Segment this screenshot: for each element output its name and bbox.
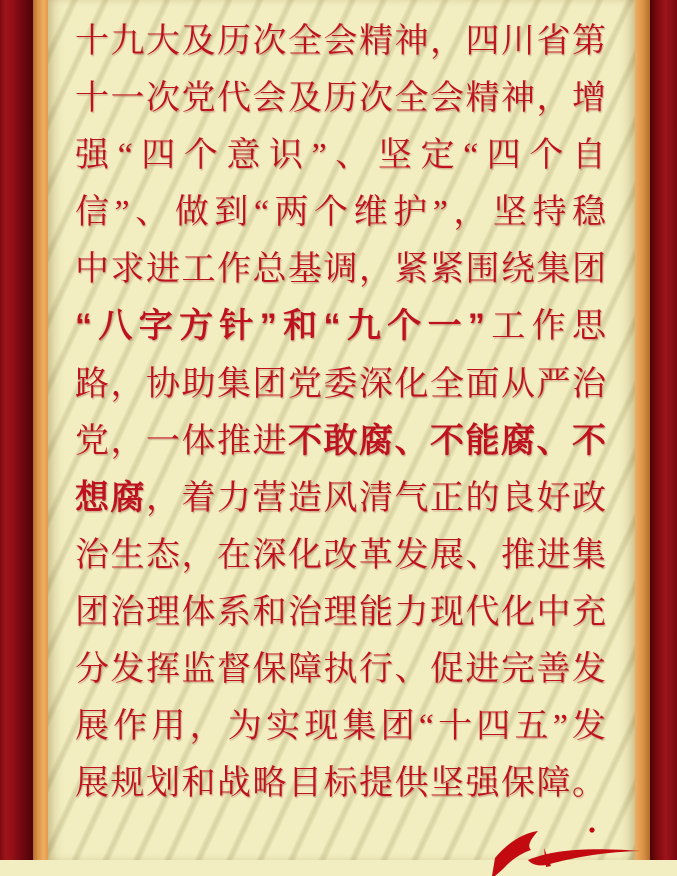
text-line: [75, 641, 606, 698]
text-line: [75, 413, 606, 470]
text-line: [75, 184, 606, 241]
flourish-dot: [589, 827, 594, 832]
text-line: [75, 70, 606, 127]
text-segment: 团治理体系和治理能力现代化中充: [75, 593, 606, 631]
text-segment: 强“四个意识”、坚定“四个自: [75, 137, 606, 175]
text-line: [75, 527, 606, 584]
text-segment: ，着力营造风清气正的良好政: [146, 479, 606, 517]
emphasis-text-segment: “八字方针”和“九个一”: [75, 307, 485, 346]
text-line: [75, 470, 606, 527]
text-segment: 工作思: [484, 308, 607, 346]
text-line: [75, 698, 606, 755]
text-segment: 党，一体推进: [75, 422, 288, 460]
text-segment: 路，协助集团党委深化全面从严治: [75, 365, 606, 403]
text-segment: 展作用，为实现集团“十四五”发: [75, 708, 606, 746]
text-line: [75, 584, 606, 641]
right-curtain-border: [650, 0, 677, 860]
document-text: [75, 13, 606, 812]
text-line: [75, 298, 606, 355]
text-line: [75, 13, 606, 70]
text-segment: 十九大及历次全会精神，四川省第: [75, 23, 606, 60]
calligraphy-flourish-icon: [492, 816, 642, 876]
text-segment: 治生态，在深化改革发展、推进集: [75, 536, 606, 574]
text-segment: 分发挥监督保障执行、促进完善发: [75, 651, 606, 689]
left-orange-trim: [33, 0, 48, 860]
text-line: [75, 356, 606, 413]
text-segment: 中求进工作总基调，紧紧围绕集团: [75, 251, 606, 289]
emphasis-text-segment: 不敢腐、不能腐、不: [288, 421, 606, 460]
right-orange-trim: [635, 0, 650, 860]
text-segment: 信”、做到“两个维护”，坚持稳: [75, 194, 606, 232]
text-segment: 展规划和战略目标提供坚强保障。: [75, 765, 606, 803]
text-line: [75, 755, 606, 812]
text-line: [75, 241, 606, 298]
emphasis-text-segment: 想腐: [75, 478, 146, 517]
text-segment: 十一次党代会及历次全会精神，增: [75, 80, 606, 118]
text-line: [75, 127, 606, 184]
left-curtain-border: [0, 0, 33, 860]
